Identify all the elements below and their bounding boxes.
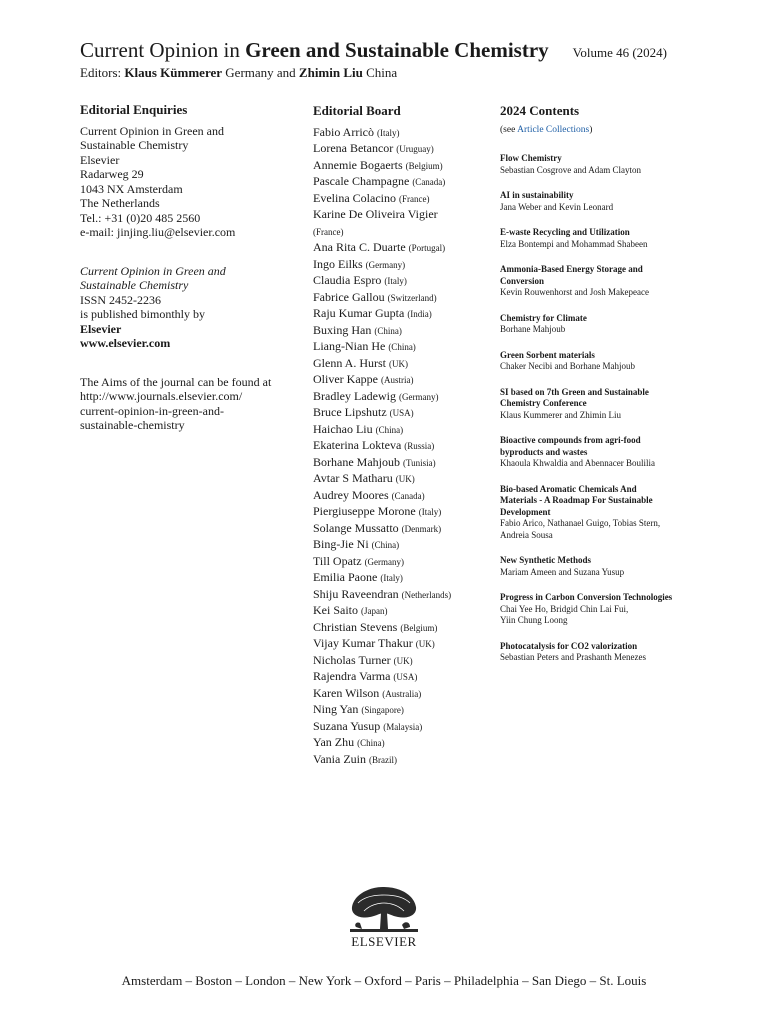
member-name: Yan Zhu <box>313 735 355 749</box>
address-line: Sustainable Chemistry <box>80 138 189 152</box>
board-member <box>313 240 493 257</box>
aims-url: sustainable-chemistry <box>80 418 185 432</box>
member-name: Fabrice Gallou <box>313 289 385 304</box>
member-country: (Uruguay) <box>396 144 434 154</box>
publication-name: Sustainable Chemistry <box>80 278 189 292</box>
member-country: (UK) <box>393 655 413 666</box>
board-member <box>313 372 493 389</box>
board-heading: Editorial Board <box>313 103 401 118</box>
elsevier-logo <box>346 883 422 950</box>
issue-title: E-waste Recycling and Utilization <box>500 227 630 237</box>
issue-editors: Sebastian Cosgrove and Adam Clayton <box>500 164 641 175</box>
journal-title-prefix: Current Opinion in <box>80 38 246 62</box>
issue-title: Ammonia-Based Energy Storage and <box>500 264 643 274</box>
member-name: Oliver Kappe <box>313 372 378 386</box>
member-country: (Belgium) <box>405 160 443 171</box>
member-country: (Germany) <box>398 391 439 402</box>
board-list <box>313 125 493 769</box>
article-collections-note <box>500 125 700 135</box>
masthead <box>80 38 700 81</box>
board-member <box>313 438 493 455</box>
member-country: (China) <box>374 325 402 336</box>
board-member <box>313 653 493 670</box>
board-member <box>313 405 493 422</box>
elsevier-tree-icon <box>346 883 422 933</box>
editor-name: Klaus Kümmerer <box>124 65 223 80</box>
member-country: (UK) <box>389 358 408 369</box>
board-member <box>313 603 493 620</box>
board-member <box>313 224 493 241</box>
member-country: (Japan) <box>361 606 388 616</box>
issue-title: Development <box>500 506 551 517</box>
member-country: (UK) <box>395 474 415 484</box>
board-member <box>313 702 493 719</box>
member-country: (India) <box>407 309 432 319</box>
member-country: (Italy) <box>418 507 442 517</box>
board-member <box>313 306 493 323</box>
member-country: (Belgium) <box>400 622 438 633</box>
member-name: Karen Wilson <box>313 685 380 700</box>
member-name: Karine De Oliveira Vigier <box>313 207 438 221</box>
member-name: Haichao Liu <box>313 421 373 436</box>
board-member <box>313 389 493 406</box>
member-country: (China) <box>388 342 416 352</box>
member-name: Vijay Kumar Thakur <box>313 636 413 650</box>
issue-item <box>500 484 700 542</box>
member-name: Kei Saito <box>313 603 358 617</box>
issue-editors: Jana Weber and Kevin Leonard <box>500 201 614 212</box>
member-name: Fabio Arricò <box>313 124 374 139</box>
board-member <box>313 273 493 290</box>
issue-title: Conversion <box>500 275 545 286</box>
member-country: (UK) <box>415 639 435 649</box>
issue-item <box>500 190 700 213</box>
member-country: (Italy) <box>380 573 403 583</box>
board-member <box>313 257 493 274</box>
board-member <box>313 158 493 175</box>
member-country: (Australia) <box>382 688 422 699</box>
board-member <box>313 669 493 686</box>
enquiries-heading: Editorial Enquiries <box>80 102 188 117</box>
issue-item <box>500 641 700 664</box>
editors-label: Editors: <box>80 65 125 80</box>
issue-item <box>500 350 700 373</box>
issue-title: Chemistry Conference <box>500 398 587 408</box>
board-member <box>313 471 493 488</box>
member-country: (Netherlands) <box>401 589 452 600</box>
member-name: Nicholas Turner <box>313 652 391 667</box>
editors-line <box>80 65 700 81</box>
address-line: Elsevier <box>80 152 120 167</box>
publication-info <box>80 264 300 351</box>
board-member <box>313 422 493 439</box>
member-country: (Brazil) <box>369 754 397 765</box>
issue-title: Flow Chemistry <box>500 153 562 163</box>
member-country: (Switzerland) <box>387 292 437 303</box>
member-name: Shiju Raveendran <box>313 586 399 601</box>
member-name: Rajendra Varma <box>313 669 391 683</box>
issue-list <box>500 153 700 664</box>
member-country: (Austria) <box>380 375 414 385</box>
issue-title: Green Sorbent materials <box>500 349 595 360</box>
board-member <box>313 125 493 142</box>
board-member <box>313 356 493 373</box>
editor-country: Germany and <box>222 65 299 80</box>
issue-editors: Chai Yee Ho, Bridgid Chin Lai Fui, <box>500 603 629 614</box>
editor-name: Zhimin Liu <box>298 65 363 80</box>
member-country: (Singapore) <box>361 705 404 715</box>
aims-info <box>80 375 300 433</box>
board-member <box>313 686 493 703</box>
issue-title: Bio-based Aromatic Chemicals And <box>500 483 637 494</box>
member-country: (Germany) <box>365 259 406 270</box>
board-member <box>313 537 493 554</box>
issn: ISSN 2452-2236 <box>80 292 162 307</box>
board-member <box>313 719 493 736</box>
issue-item <box>500 592 700 627</box>
issue-editors: Fabio Arico, Nathanael Guigo, Tobias Stern, <box>500 518 661 528</box>
issue-editors: Andreia Sousa <box>500 529 553 540</box>
issue-item <box>500 227 700 250</box>
board-member <box>313 521 493 538</box>
published-by: is published bimonthly by <box>80 307 206 321</box>
board-member <box>313 339 493 356</box>
issue-title: AI in sustainability <box>500 190 574 200</box>
enquiries-address <box>80 124 300 240</box>
issue-item <box>500 555 700 578</box>
email-line: e-mail: jinjing.liu@elsevier.com <box>80 225 236 239</box>
member-name: Pascale Champagne <box>313 174 410 188</box>
member-name: Annemie Bogaerts <box>313 157 403 172</box>
issue-editors: Mariam Ameen and Suzana Yusup <box>500 566 625 577</box>
aims-url: http://www.journals.elsevier.com/ <box>80 389 243 403</box>
issue-title: SI based on 7th Green and Sustainable <box>500 386 649 397</box>
see-prefix: (see <box>500 125 518 135</box>
board-member <box>313 636 493 653</box>
member-name: Bruce Lipshutz <box>313 405 387 419</box>
issue-title: Photocatalysis for CO2 valorization <box>500 640 638 651</box>
board-member <box>313 207 493 224</box>
member-country: (Italy) <box>377 127 400 138</box>
office-cities: Amsterdam – Boston – London – New York – Oxford – Paris – Philadelphia – San Diego – St. Louis <box>121 973 647 988</box>
see-suffix: ) <box>589 125 593 135</box>
issue-editors: Yiin Chung Loong <box>500 615 568 625</box>
issue-item <box>500 387 700 422</box>
address-line: 1043 NX Amsterdam <box>80 181 183 196</box>
address-line: Radarweg 29 <box>80 167 144 181</box>
issue-editors: Klaus Kummerer and Zhimin Liu <box>500 409 621 420</box>
member-country: (Russia) <box>404 441 435 451</box>
publisher-website: www.elsevier.com <box>80 336 171 350</box>
issue-title: byproducts and wastes <box>500 446 588 457</box>
logo-text: ELSEVIER <box>351 934 417 949</box>
member-country: (China) <box>371 540 400 550</box>
issue-item <box>500 264 700 299</box>
member-name: Ingo Eilks <box>313 256 363 271</box>
member-name: Audrey Moores <box>313 487 389 502</box>
board-member <box>313 174 493 191</box>
member-name: Claudia Espro <box>313 273 382 287</box>
member-name: Buxing Han <box>313 322 372 337</box>
board-member <box>313 504 493 521</box>
member-name: Solange Mussatto <box>313 520 399 535</box>
issue-editors: Kevin Rouwenhorst and Josh Makepeace <box>500 287 649 297</box>
member-name: Ning Yan <box>313 702 359 716</box>
board-member <box>313 587 493 604</box>
member-name: Bradley Ladewig <box>313 388 396 403</box>
publisher-name: Elsevier <box>80 321 122 336</box>
board-member <box>313 141 493 158</box>
board-member <box>313 752 493 769</box>
member-name: Ekaterina Lokteva <box>313 438 402 452</box>
member-name: Christian Stevens <box>313 619 398 634</box>
member-country: (Italy) <box>384 276 407 286</box>
board-member <box>313 570 493 587</box>
board-member <box>313 455 493 472</box>
publication-name: Current Opinion in Green and <box>80 263 226 278</box>
member-country: (France) <box>313 226 344 237</box>
member-name: Till Opatz <box>313 553 362 568</box>
issue-editors: Borhane Mahjoub <box>500 324 566 334</box>
member-country: (Canada) <box>391 490 425 501</box>
member-name: Liang-Nian He <box>313 339 386 353</box>
issue-title: New Synthetic Methods <box>500 555 591 565</box>
issue-editors: Khaoula Khwaldia and Abennacer Boulilia <box>500 458 655 468</box>
issue-editors: Sebastian Peters and Prashanth Menezes <box>500 652 646 662</box>
issue-title: Bioactive compounds from agri-food <box>500 435 641 445</box>
member-country: (Portugal) <box>408 243 446 253</box>
aims-line: The Aims of the journal can be found at <box>80 374 272 389</box>
member-name: Vania Zuin <box>313 751 366 766</box>
article-collections-link[interactable]: Article Collections <box>517 125 590 135</box>
board-member <box>313 191 493 208</box>
member-country: (Germany) <box>364 556 405 567</box>
member-name: Borhane Mahjoub <box>313 454 400 469</box>
member-name: Emilia Paone <box>313 570 378 584</box>
member-country: (China) <box>375 424 404 435</box>
member-country: (Canada) <box>412 177 446 187</box>
contents-column <box>500 103 700 678</box>
board-member <box>313 290 493 307</box>
board-member <box>313 735 493 752</box>
member-country: (China) <box>357 738 385 748</box>
board-member <box>313 620 493 637</box>
editor-country: China <box>362 65 398 80</box>
issue-title: Chemistry for Climate <box>500 312 587 323</box>
contents-heading: 2024 Contents <box>500 103 580 118</box>
member-name: Lorena Betancor <box>313 141 394 155</box>
board-member <box>313 554 493 571</box>
member-country: (Denmark) <box>401 523 442 534</box>
member-name: Evelina Colacino <box>313 190 396 205</box>
journal-title <box>80 38 549 63</box>
issue-title: Materials - A Roadmap For Sustainable <box>500 495 653 505</box>
member-name: Ana Rita C. Duarte <box>313 240 406 254</box>
member-name: Avtar S Matharu <box>313 471 393 485</box>
issue-title: Progress in Carbon Conversion Technologies <box>500 592 673 602</box>
editorial-enquiries-column <box>80 103 300 457</box>
member-name: Glenn A. Hurst <box>313 355 386 370</box>
issue-item <box>500 435 700 470</box>
journal-title-bold: Green and Sustainable Chemistry <box>245 38 549 62</box>
address-line: Tel.: +31 (0)20 485 2560 <box>80 210 201 225</box>
issue-editors: Elza Bontempi and Mohammad Shabeen <box>500 238 648 249</box>
board-member <box>313 323 493 340</box>
member-name: Suzana Yusup <box>313 718 381 733</box>
editorial-board-column <box>313 103 493 768</box>
address-line: The Netherlands <box>80 196 160 210</box>
title-line <box>80 38 700 63</box>
member-country: (Malaysia) <box>383 721 423 732</box>
member-country: (USA) <box>393 672 418 682</box>
issue-item <box>500 153 700 176</box>
issue-item <box>500 313 700 336</box>
member-country: (France) <box>398 193 430 204</box>
member-country: (USA) <box>389 408 414 418</box>
aims-url: current-opinion-in-green-and- <box>80 403 224 418</box>
member-name: Bing-Jie Ni <box>313 537 369 551</box>
member-country: (Tunisia) <box>402 457 436 468</box>
address-line: Current Opinion in Green and <box>80 123 224 138</box>
board-member <box>313 488 493 505</box>
volume-label: Volume 46 (2024) <box>572 45 668 60</box>
member-name: Raju Kumar Gupta <box>313 306 405 320</box>
member-name: Piergiuseppe Morone <box>313 504 416 518</box>
issue-editors: Chaker Necibi and Borhane Mahjoub <box>500 361 635 371</box>
